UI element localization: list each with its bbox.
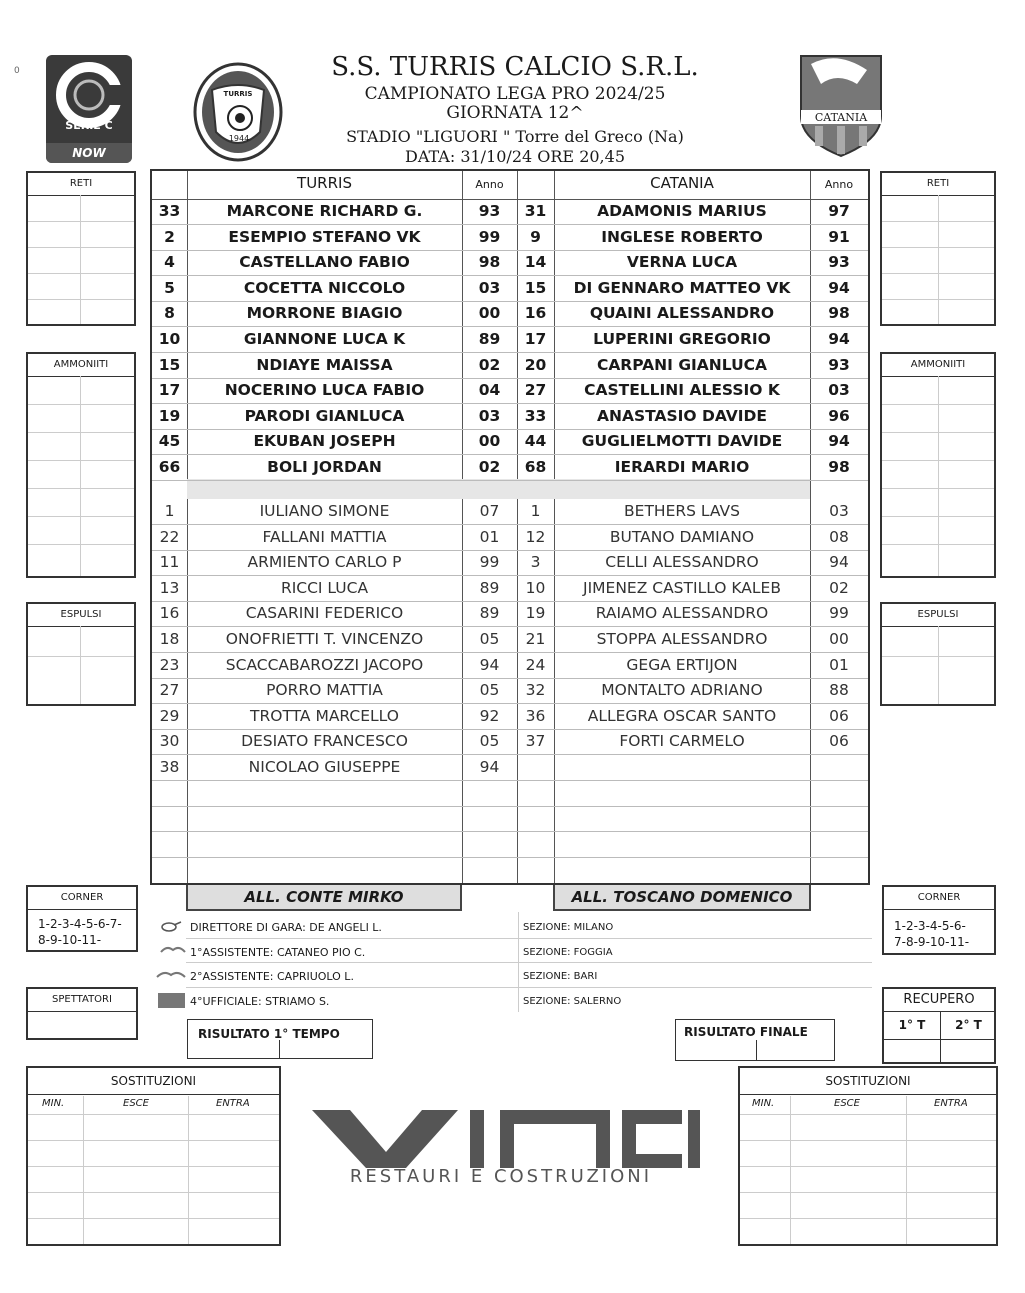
away-player-year: 93	[828, 253, 850, 272]
home-player-name: COCETTA NICCOLO	[243, 278, 406, 297]
home-player-number: 11	[159, 553, 180, 572]
table-row	[152, 806, 868, 831]
away-goals-box	[880, 171, 996, 326]
table-row	[152, 704, 868, 729]
away-player-name: INGLESE ROBERTO	[601, 227, 763, 246]
home-player-number: 19	[158, 406, 181, 425]
away-corner-line1: 1-2-3-4-5-6-	[894, 919, 966, 933]
away-player-name: QUAINI ALESSANDRO	[589, 304, 775, 323]
away-player-year: 94	[828, 330, 850, 348]
away-booked-label: AMMONIITI	[882, 354, 994, 377]
home-player-year: 99	[479, 553, 500, 572]
home-player-number	[152, 781, 187, 806]
table-row	[152, 250, 868, 275]
away-player-name: CELLI ALESSANDRO	[605, 553, 759, 572]
home-player-name: EKUBAN JOSEPH	[253, 432, 396, 451]
catania-logo	[797, 54, 885, 158]
turris-crest-text: TURRIS	[223, 90, 253, 98]
home-player-year: 02	[478, 458, 501, 476]
home-goals-label: RETI	[28, 173, 134, 196]
away-player-year: 88	[829, 681, 849, 700]
official-fourth: 4°UFFICIALE: STRIAMO S.	[190, 995, 330, 1008]
home-player-year	[462, 832, 517, 857]
away-player-name: DI GENNARO MATTEO VK	[573, 278, 791, 297]
away-player-year: 99	[829, 604, 849, 623]
home-corner-box	[26, 885, 138, 952]
home-player-number: 33	[158, 202, 181, 220]
catania-crest-icon	[797, 54, 885, 158]
turris-crest-icon	[192, 62, 284, 162]
away-substitutions-label: SOSTITUZIONI	[740, 1068, 996, 1095]
first-half-result-box	[187, 1019, 373, 1059]
home-player-year: 89	[478, 330, 501, 348]
final-result-label: RISULTATO FINALE	[684, 1025, 808, 1039]
home-player-year: 89	[479, 578, 500, 597]
away-player-year	[810, 755, 868, 780]
away-player-name: FORTI CARMELO	[619, 732, 745, 751]
home-player-name: NDIAYE MAISSA	[256, 355, 393, 374]
now-label: NOW	[46, 143, 132, 163]
away-player-year	[810, 806, 868, 831]
away-player-year: 94	[828, 278, 850, 297]
away-corner-box	[882, 885, 996, 955]
home-corner-line2: 8-9-10-11-	[38, 933, 102, 947]
home-player-name: ESEMPIO STEFANO VK	[228, 227, 421, 246]
home-sentoff-label: ESPULSI	[28, 604, 134, 627]
away-player-year: 94	[828, 432, 850, 451]
table-row	[152, 550, 868, 575]
spectators-box	[26, 987, 138, 1040]
away-player-year: 98	[828, 458, 850, 476]
away-player-number: 37	[525, 732, 546, 751]
away-player-number: 32	[525, 681, 546, 700]
table-row	[152, 327, 868, 352]
serie-c-label: SERIE C	[65, 119, 113, 132]
home-player-number: 2	[164, 227, 175, 246]
home-player-name: PORRO MATTIA	[266, 681, 383, 700]
home-player-number: 23	[159, 655, 180, 674]
away-player-name: LUPERINI GREGORIO	[593, 330, 771, 348]
home-player-name: MORRONE BIAGIO	[246, 304, 403, 323]
home-player-year: 94	[479, 655, 500, 674]
home-player-name: NOCERINO LUCA FABIO	[224, 381, 425, 400]
whistle-icon	[160, 919, 182, 933]
away-player-year: 98	[828, 304, 850, 323]
away-player-year: 94	[829, 553, 849, 572]
away-goals-label: RETI	[882, 173, 994, 196]
away-sentoff-box	[880, 602, 996, 706]
stoppage-time-label: RECUPERO	[884, 989, 994, 1012]
official-referee: DIRETTORE DI GARA: DE ANGELI L.	[190, 921, 382, 934]
home-player-year	[462, 781, 517, 806]
home-player-year: 07	[479, 502, 500, 520]
home-player-number: 15	[158, 355, 181, 374]
table-row	[152, 199, 868, 224]
home-player-number: 13	[159, 578, 180, 597]
table-row	[152, 455, 868, 480]
away-player-number	[517, 806, 554, 831]
table-row	[152, 729, 868, 754]
away-player-number: 16	[524, 304, 547, 323]
official-fourth-section: SEZIONE: SALERNO	[523, 996, 622, 1007]
sponsor-tagline: RESTAURI E COSTRUZIONI	[349, 1166, 653, 1187]
home-player-number: 4	[164, 253, 175, 272]
away-player-name: ANASTASIO DAVIDE	[596, 406, 768, 425]
home-player-number: 18	[159, 630, 180, 648]
second-half-label: 2° T	[955, 1018, 982, 1032]
board-icon	[158, 993, 185, 1008]
away-player-name: GEGA ERTIJON	[626, 655, 738, 674]
home-player-name: FALLANI MATTIA	[262, 527, 387, 546]
table-row	[152, 755, 868, 780]
table-row	[152, 525, 868, 550]
home-player-name	[187, 832, 462, 857]
club-title: S.S. TURRIS CALCIO S.R.L.	[331, 52, 699, 82]
away-player-number: 36	[525, 706, 546, 725]
flag-icon	[156, 969, 186, 979]
away-player-year: 08	[829, 527, 849, 546]
away-player-number	[517, 781, 554, 806]
home-player-number: 5	[164, 278, 175, 297]
home-player-name: PARODI GIANLUCA	[244, 406, 405, 425]
away-player-number: 10	[525, 578, 546, 597]
home-booked-label: AMMONIITI	[28, 354, 134, 377]
away-player-year: 91	[828, 227, 850, 246]
table-row	[152, 378, 868, 403]
home-player-year: 05	[479, 681, 500, 700]
home-booked-box	[26, 352, 136, 578]
home-player-number: 45	[158, 432, 181, 451]
home-player-name: MARCONE RICHARD G.	[226, 202, 423, 220]
away-player-year: 06	[829, 732, 849, 751]
away-player-number	[517, 755, 554, 780]
flag-icon	[160, 944, 186, 954]
home-player-number: 1	[164, 502, 175, 520]
first-half-label: 1° T	[898, 1018, 926, 1032]
official-assistant-2-section: SEZIONE: BARI	[523, 971, 598, 982]
home-player-year: 01	[479, 527, 500, 546]
stoppage-time-box	[882, 987, 996, 1064]
turris-crest-year: 1944	[228, 134, 250, 143]
home-player-year: 89	[479, 604, 500, 623]
home-player-number: 30	[159, 732, 180, 751]
away-player-number: 15	[524, 278, 547, 297]
table-row	[152, 653, 868, 678]
table-row	[152, 225, 868, 250]
home-player-number: 10	[158, 330, 181, 348]
home-player-name: CASARINI FEDERICO	[245, 604, 404, 623]
away-player-name	[554, 755, 810, 780]
final-result-box	[675, 1019, 835, 1061]
home-player-year: 92	[479, 706, 500, 725]
table-row	[152, 678, 868, 703]
away-player-number	[517, 832, 554, 857]
home-sub-min-header: MIN.	[42, 1098, 65, 1109]
table-row	[152, 781, 868, 806]
home-player-number: 22	[159, 527, 180, 546]
stadium: STADIO "LIGUORI " Torre del Greco (Na)	[346, 127, 684, 146]
round: GIORNATA 12^	[446, 103, 584, 123]
serie-c-logo	[46, 55, 132, 163]
away-player-name: ALLEGRA OSCAR SANTO	[587, 706, 777, 725]
away-player-number: 21	[525, 630, 546, 648]
away-player-number: 1	[530, 502, 541, 520]
away-player-number: 33	[524, 406, 547, 425]
away-player-name: BUTANO DAMIANO	[609, 527, 755, 546]
home-player-year	[462, 806, 517, 831]
away-sub-min-header: MIN.	[752, 1098, 775, 1109]
away-player-name	[554, 781, 810, 806]
away-player-number: 44	[524, 432, 547, 451]
match-date: DATA: 31/10/24 ORE 20,45	[404, 147, 625, 166]
away-player-number: 12	[525, 527, 546, 546]
home-player-name: ARMIENTO CARLO P	[247, 553, 402, 572]
away-player-name: GUGLIELMOTTI DAVIDE	[581, 432, 783, 451]
away-player-year: 03	[828, 381, 850, 400]
away-player-name: JIMENEZ CASTILLO KALEB	[583, 578, 781, 597]
first-half-result-label: RISULTATO 1° TEMPO	[198, 1027, 340, 1041]
home-player-year: 03	[478, 278, 501, 297]
away-corner-line2: 7-8-9-10-11-	[894, 935, 970, 949]
home-player-number: 17	[158, 381, 181, 400]
home-player-name	[187, 781, 462, 806]
home-player-year: 99	[478, 227, 501, 246]
away-player-number: 9	[530, 227, 541, 246]
home-player-name: GIANNONE LUCA K	[243, 330, 406, 348]
table-row	[152, 276, 868, 301]
away-player-name: BETHERS LAVS	[624, 502, 740, 520]
home-corner-label: CORNER	[28, 887, 136, 910]
table-row	[152, 832, 868, 857]
away-player-number: 31	[524, 202, 547, 220]
catania-crest-text: CATANIA	[814, 111, 868, 124]
away-team-header: CATANIA	[650, 174, 714, 192]
home-sentoff-box	[26, 602, 136, 706]
away-player-year: 93	[828, 355, 850, 374]
away-year-header: Anno	[824, 178, 854, 191]
home-player-number	[152, 806, 187, 831]
away-player-number: 27	[524, 381, 547, 400]
home-year-header: Anno	[475, 178, 504, 191]
home-goals-box	[26, 171, 136, 326]
home-player-year: 98	[478, 253, 501, 272]
away-player-number: 3	[530, 553, 541, 572]
home-corner-line1: 1-2-3-4-5-6-7-	[38, 917, 122, 931]
away-player-name: ADAMONIS MARIUS	[597, 202, 767, 220]
away-player-name: RAIAMO ALESSANDRO	[595, 604, 769, 623]
table-row	[152, 576, 868, 601]
away-player-year: 01	[829, 655, 849, 674]
home-player-name: TROTTA MARCELLO	[250, 706, 399, 725]
away-player-name: CARPANI GIANLUCA	[596, 355, 768, 374]
away-player-year: 00	[829, 630, 849, 648]
home-player-number: 16	[159, 604, 180, 623]
home-player-number: 66	[158, 458, 181, 476]
away-player-number: 19	[525, 604, 546, 623]
home-player-year: 05	[479, 732, 500, 751]
away-substitutions-box	[738, 1066, 998, 1246]
away-player-year: 97	[828, 202, 850, 220]
away-player-year: 06	[829, 706, 849, 725]
home-player-name: SCACCABAROZZI JACOPO	[225, 655, 424, 674]
home-player-name: ONOFRIETTI T. VINCENZO	[225, 630, 424, 648]
spectators-label: SPETTATORI	[28, 989, 136, 1012]
home-player-name: NICOLAO GIUSEPPE	[248, 758, 401, 776]
home-coach: ALL. CONTE MIRKO	[186, 885, 462, 911]
table-row	[152, 404, 868, 429]
away-player-year: 03	[829, 502, 849, 520]
page-marker: 0	[14, 66, 20, 76]
turris-logo	[192, 62, 284, 162]
home-team-header: TURRIS	[297, 174, 352, 192]
away-sub-in-header: ENTRA	[934, 1098, 968, 1109]
away-player-name	[554, 832, 810, 857]
home-player-year: 05	[479, 630, 500, 648]
away-player-name: CASTELLINI ALESSIO K	[584, 381, 780, 400]
championship: CAMPIONATO LEGA PRO 2024/25	[364, 84, 666, 104]
sponsor-logo-icon	[310, 1106, 700, 1172]
away-player-name: STOPPA ALESSANDRO	[596, 630, 768, 648]
away-sentoff-label: ESPULSI	[882, 604, 994, 627]
lineup-table	[150, 169, 870, 885]
home-substitutions-label: SOSTITUZIONI	[28, 1068, 279, 1095]
table-row	[152, 499, 868, 524]
away-player-name: IERARDI MARIO	[614, 458, 750, 476]
away-player-number: 20	[524, 355, 547, 374]
home-player-year: 93	[478, 202, 501, 220]
table-row	[152, 601, 868, 626]
home-player-name: CASTELLANO FABIO	[239, 253, 410, 272]
home-player-number: 29	[159, 706, 180, 725]
official-referee-section: SEZIONE: MILANO	[523, 922, 614, 933]
home-player-name: BOLI JORDAN	[267, 458, 382, 476]
home-player-number: 27	[159, 681, 180, 700]
away-player-year: 96	[828, 406, 850, 425]
home-player-year: 03	[478, 406, 501, 425]
home-sub-in-header: ENTRA	[216, 1098, 250, 1109]
away-player-number: 68	[524, 458, 547, 476]
away-player-name: MONTALTO ADRIANO	[601, 681, 763, 700]
table-row	[152, 429, 868, 454]
home-sub-out-header: ESCE	[123, 1098, 149, 1109]
home-player-number	[152, 832, 187, 857]
home-player-year: 04	[478, 381, 501, 400]
home-player-number: 38	[159, 758, 180, 776]
home-player-year: 94	[479, 758, 500, 776]
away-player-number: 14	[524, 253, 547, 272]
table-row	[152, 627, 868, 652]
official-assistant-1: 1°ASSISTENTE: CATANEO PIO C.	[190, 946, 366, 959]
away-player-name: VERNA LUCA	[626, 253, 738, 272]
home-player-name: IULIANO SIMONE	[259, 502, 390, 520]
away-sub-out-header: ESCE	[834, 1098, 860, 1109]
away-booked-box	[880, 352, 996, 578]
home-player-number: 8	[164, 304, 175, 323]
official-assistant-1-section: SEZIONE: FOGGIA	[523, 947, 613, 958]
away-player-year	[810, 781, 868, 806]
away-player-number: 17	[524, 330, 547, 348]
home-player-year: 02	[478, 355, 501, 374]
away-player-name	[554, 806, 810, 831]
table-row	[152, 353, 868, 378]
away-player-year: 02	[829, 578, 849, 597]
away-player-year	[810, 832, 868, 857]
home-substitutions-box	[26, 1066, 281, 1246]
away-player-number: 24	[525, 655, 546, 674]
home-player-name	[187, 806, 462, 831]
official-assistant-2: 2°ASSISTENTE: CAPRIUOLO L.	[190, 970, 354, 983]
home-player-name: DESIATO FRANCESCO	[241, 732, 408, 751]
home-player-year: 00	[478, 432, 501, 451]
home-player-year: 00	[478, 304, 501, 323]
home-player-name: RICCI LUCA	[280, 578, 369, 597]
away-coach: ALL. TOSCANO DOMENICO	[553, 885, 811, 911]
sponsor-name	[0, 0, 1, 1]
table-row	[152, 301, 868, 326]
away-corner-label: CORNER	[884, 887, 994, 910]
